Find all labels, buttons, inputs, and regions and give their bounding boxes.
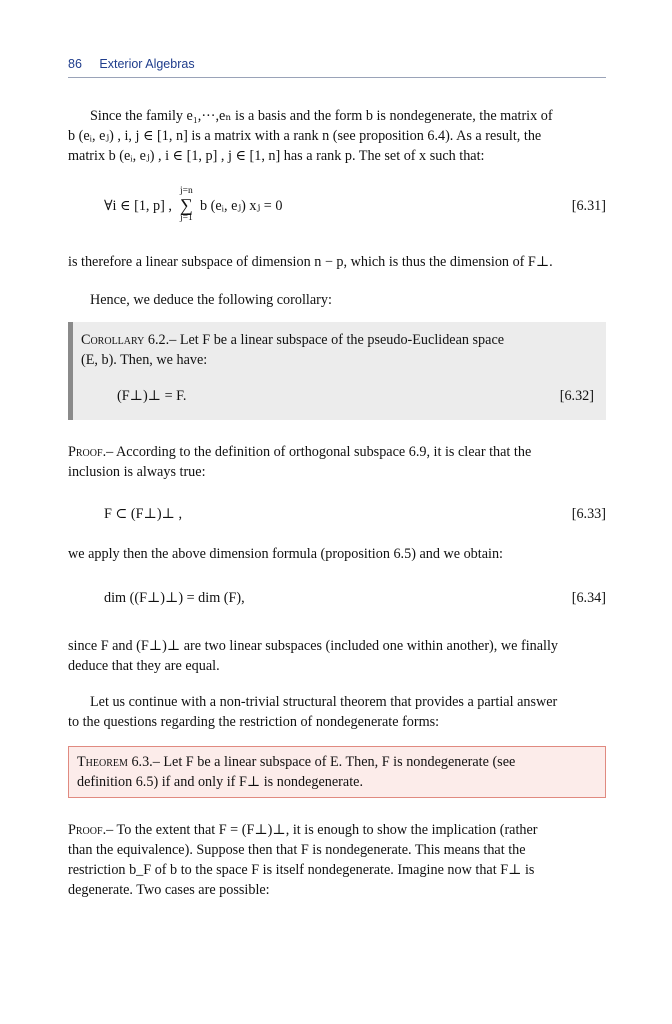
proof-inclusion — [68, 442, 606, 482]
running-header — [68, 57, 606, 78]
para2-text: is therefore a linear subspace of dimension n − p, which is thus the dimension of F⊥. — [68, 254, 553, 270]
para5-line1: since F and (F⊥)⊥ are two linear subspaces (included one within another), we finally — [68, 638, 559, 654]
corollary-box — [68, 322, 606, 420]
equation-tag: [6.34] — [571, 590, 606, 606]
sum-upper-limit: j=n — [180, 186, 193, 196]
theorem-box — [68, 746, 606, 798]
proof-dash: .– — [102, 822, 114, 838]
proof-label: Proof — [68, 822, 103, 838]
paragraph-conclusion — [68, 636, 606, 676]
proof1-text-line2: inclusion is always true: — [68, 464, 206, 480]
theorem-statement — [77, 752, 595, 792]
corollary-number: 6.2.– — [147, 332, 177, 348]
paragraph-theorem-intro — [68, 692, 606, 732]
eq631-body: b (eᵢ, eⱼ) xⱼ = 0 — [200, 198, 283, 214]
theorem-text-line2: definition 6.5) if and only if F⊥ is nondegenerate. — [77, 774, 363, 790]
corollary-label: Corollary — [81, 332, 145, 348]
theorem-label: Theorem — [77, 754, 128, 770]
proof-label: Proof — [68, 444, 103, 460]
eq631-lhs: ∀i ∈ [1, p] , — [104, 198, 172, 214]
paragraph-dimension-formula — [68, 544, 606, 564]
corollary-text-line2: (E, b). Then, we have: — [81, 352, 208, 368]
proof2-line3: restriction b_F of b to the space F is itself nondegenerate. Imagine now that F⊥ is — [68, 862, 535, 878]
equation-6-33 — [68, 506, 606, 534]
corollary-equation-tag: [6.32] — [559, 388, 594, 404]
para4-text: we apply then the above dimension formula (proposition 6.5) and we obtain: — [68, 546, 503, 562]
para1-line3: matrix b (eᵢ, eⱼ) , i ∈ [1, p] , j ∈ [1, n] has a rank p. The set of x such that: — [68, 148, 485, 164]
eq634-content: dim ((F⊥)⊥) = dim (F), — [104, 590, 245, 606]
sum-lower-limit: j=1 — [180, 213, 193, 223]
corollary-statement — [81, 330, 599, 370]
page-number: 86 — [68, 57, 82, 71]
paragraph-dimension — [68, 252, 606, 272]
proof2-line2: than the equivalence). Suppose then that F is nondegenerate. This means that the — [68, 842, 526, 858]
proof1-text-line1: According to the definition of orthogonal subspace 6.9, it is clear that the — [115, 444, 532, 460]
theorem-number: 6.3.– — [131, 754, 160, 770]
para3-text: Hence, we deduce the following corollary: — [90, 292, 332, 308]
para1-line2: b (eᵢ, eⱼ) , i, j ∈ [1, n] is a matrix with a rank n (see proposition 6.4). As a result, the — [68, 128, 542, 144]
proof-theorem — [68, 820, 606, 900]
corollary-equation: (F⊥)⊥ = F. — [117, 388, 187, 404]
para6-line1: Let us continue with a non-trivial structural theorem that provides a partial answer — [90, 694, 558, 710]
para1-line1: Since the family e₁,···,eₙ is a basis and the form b is nondegenerate, the matrix of — [90, 108, 553, 124]
theorem-text-line1: Let F be a linear subspace of E. Then, F is nondegenerate (see — [163, 754, 516, 770]
equation-tag: [6.31] — [571, 198, 606, 214]
eq633-content: F ⊂ (F⊥)⊥ , — [104, 506, 182, 522]
sigma-symbol: ∑ — [180, 195, 193, 215]
equation-6-34 — [68, 590, 606, 618]
paragraph-basis — [68, 106, 606, 166]
sum-operator — [180, 186, 193, 224]
proof2-line1: To the extent that F = (F⊥)⊥, it is enough to show the implication (rather — [116, 822, 538, 838]
running-title: Exterior Algebras — [99, 57, 195, 71]
proof-dash: .– — [102, 444, 114, 460]
corollary-text-line1: Let F be a linear subspace of the pseudo-Euclidean space — [179, 332, 505, 348]
proof2-line4: degenerate. Two cases are possible: — [68, 882, 270, 898]
equation-6-31 — [68, 186, 606, 226]
paragraph-corollary-intro — [68, 290, 606, 310]
para5-line2: deduce that they are equal. — [68, 658, 220, 674]
equation-tag: [6.33] — [571, 506, 606, 522]
para6-line2: to the questions regarding the restriction of nondegenerate forms: — [68, 714, 440, 730]
